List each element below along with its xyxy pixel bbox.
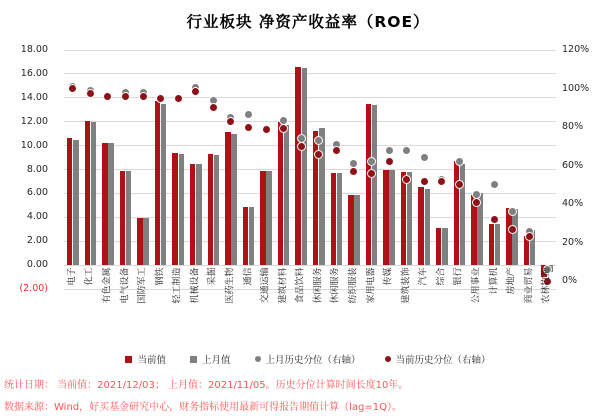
category-label: 商业贸易 xyxy=(524,267,535,304)
legend-label: 当前历史分位（右轴） xyxy=(395,355,491,366)
dot-previous-percentile xyxy=(385,146,394,155)
bar-previous xyxy=(460,164,466,266)
category-label: 钢铁 xyxy=(155,267,166,286)
bar-current xyxy=(401,172,407,265)
left-axis-tick: 12.00 xyxy=(20,115,48,127)
footnote-stat-dates: 统计日期： 当前值：2021/12/03； 上月值：2021/11/05。历史分位计算时间长度10年。 xyxy=(4,380,409,391)
category-label: 房地产 xyxy=(506,267,517,295)
left-axis-tick: 4.00 xyxy=(26,211,48,223)
dot-current-percentile xyxy=(156,94,165,103)
dot-current-percentile xyxy=(86,89,95,98)
gridline xyxy=(64,97,556,98)
bar-current xyxy=(331,173,337,265)
bar-previous xyxy=(389,170,395,266)
bar-current xyxy=(137,218,143,265)
bar-current xyxy=(278,122,284,265)
category-label: 建筑装饰 xyxy=(401,267,412,304)
category-label: 计算机 xyxy=(489,267,499,295)
category-label: 汽车 xyxy=(418,267,429,286)
bar-current xyxy=(506,208,512,265)
dot-previous-percentile xyxy=(490,180,499,189)
legend-square-marker xyxy=(190,356,197,363)
legend-square-marker xyxy=(125,356,132,363)
bar-previous xyxy=(179,154,185,265)
bar-current xyxy=(489,224,495,265)
bar-previous xyxy=(495,224,501,265)
dot-previous-percentile xyxy=(244,110,253,119)
bar-current xyxy=(102,143,108,265)
left-axis-tick: 6.00 xyxy=(26,187,48,199)
gridline xyxy=(64,169,556,170)
bar-previous xyxy=(161,104,167,265)
bar-previous xyxy=(196,164,202,266)
bar-current xyxy=(366,104,372,265)
bar-previous xyxy=(143,218,149,265)
bar-previous xyxy=(302,68,308,265)
bar-current xyxy=(225,132,231,265)
legend-dot-marker xyxy=(255,356,261,362)
category-label: 轻工制造 xyxy=(172,267,183,304)
category-label: 综合 xyxy=(436,267,447,286)
left-axis-tick: (2.00) xyxy=(19,283,48,294)
bar-previous xyxy=(73,140,79,265)
dot-previous-percentile xyxy=(420,153,429,162)
bar-previous xyxy=(319,128,325,265)
bar-current xyxy=(260,171,266,265)
dot-current-percentile xyxy=(209,103,218,112)
category-label: 建筑材料 xyxy=(278,267,289,304)
category-label: 采掘 xyxy=(207,267,218,286)
category-label: 公用事业 xyxy=(471,267,482,304)
dot-current-percentile xyxy=(226,117,235,126)
dot-previous-percentile xyxy=(508,207,517,216)
left-axis-tick: 18.00 xyxy=(20,44,48,55)
bar-current xyxy=(295,67,301,265)
right-axis-tick: 0% xyxy=(562,275,578,287)
dot-current-percentile xyxy=(244,123,253,132)
category-label: 通信 xyxy=(243,267,253,286)
left-axis-tick: 16.00 xyxy=(20,67,48,79)
bar-previous xyxy=(284,125,290,265)
bar-previous xyxy=(249,207,255,266)
gridline xyxy=(64,73,556,74)
dot-current-percentile xyxy=(508,225,517,234)
dot-current-percentile xyxy=(490,215,499,224)
dot-current-percentile xyxy=(332,146,341,155)
bar-current xyxy=(67,138,73,265)
category-label: 国防军工 xyxy=(137,267,148,304)
gridline xyxy=(64,121,556,122)
dot-previous-percentile xyxy=(402,146,411,155)
bar-previous xyxy=(442,228,448,265)
category-label: 医药生物 xyxy=(225,267,236,304)
bar-previous xyxy=(337,173,343,265)
bar-current xyxy=(383,170,389,266)
bar-previous xyxy=(266,171,272,265)
dot-current-percentile xyxy=(174,94,183,103)
category-label: 交通运输 xyxy=(260,267,271,304)
left-axis-tick: 0.00 xyxy=(26,259,48,271)
category-label: 化工 xyxy=(84,267,95,286)
bar-previous xyxy=(512,209,518,265)
bar-current xyxy=(436,228,442,265)
bar-current xyxy=(85,121,91,266)
dot-current-percentile xyxy=(121,92,130,101)
legend-label: 上月历史分位（右轴） xyxy=(265,355,361,366)
bar-current xyxy=(418,187,424,265)
category-label: 家用电器 xyxy=(366,267,376,304)
bar-current xyxy=(120,171,126,265)
dot-current-percentile xyxy=(68,84,77,93)
right-axis-tick: 80% xyxy=(562,121,584,133)
right-axis-tick: 120% xyxy=(562,44,590,55)
category-label: 农林牧渔 xyxy=(541,267,552,304)
bar-previous xyxy=(354,195,360,266)
bar-previous xyxy=(214,155,220,265)
footnote-data-source: 数据来源：Wind，好买基金研究中心，财务指标使用最新可得报告期值计算（lag=1Q）。 xyxy=(4,402,402,413)
right-axis-tick: 40% xyxy=(562,198,584,210)
chart-legend xyxy=(0,352,616,366)
right-axis-tick: 60% xyxy=(562,159,584,171)
category-label: 有色金属 xyxy=(102,267,113,304)
dot-current-percentile xyxy=(262,125,271,134)
dot-current-percentile xyxy=(279,124,288,133)
category-label: 食品饮料 xyxy=(295,267,306,304)
legend-label: 上月值 xyxy=(201,355,231,366)
bar-current xyxy=(172,153,178,265)
category-label: 纺织服装 xyxy=(348,267,359,304)
legend-item xyxy=(125,352,166,366)
category-label: 休闲服务 xyxy=(330,267,341,304)
legend-label: 当前值 xyxy=(137,355,166,366)
category-label: 传媒 xyxy=(383,267,394,286)
gridline xyxy=(64,145,556,146)
bar-previous xyxy=(407,172,413,265)
bar-current xyxy=(208,154,214,265)
bar-previous xyxy=(126,171,132,265)
legend-item xyxy=(255,352,361,366)
dot-current-percentile xyxy=(420,177,429,186)
category-label: 机械设备 xyxy=(190,267,201,304)
category-label: 电子 xyxy=(67,267,78,286)
bar-previous xyxy=(425,189,431,265)
dot-current-percentile xyxy=(191,87,200,96)
left-axis-tick: 8.00 xyxy=(26,163,48,175)
dot-current-percentile xyxy=(139,92,148,101)
bar-previous xyxy=(231,134,237,265)
bar-current xyxy=(190,164,196,266)
legend-item xyxy=(385,352,491,366)
dot-current-percentile xyxy=(349,167,358,176)
dot-current-percentile xyxy=(314,150,323,159)
left-axis-tick: 2.00 xyxy=(26,235,48,247)
right-axis-tick: 20% xyxy=(562,236,584,248)
dot-current-percentile xyxy=(103,92,112,101)
dot-current-percentile xyxy=(367,169,376,178)
category-label: 银行 xyxy=(453,267,464,286)
legend-dot-marker xyxy=(385,356,391,362)
dot-current-percentile xyxy=(297,142,306,151)
chart-title: 行业板块 净资产收益率（ROE） xyxy=(186,13,430,31)
left-axis-tick: 14.00 xyxy=(20,91,48,103)
category-label: 电气设备 xyxy=(120,267,130,304)
right-axis-tick: 100% xyxy=(562,82,590,94)
category-label: 休闲服务 xyxy=(313,267,324,304)
bar-current xyxy=(454,161,460,265)
dot-current-percentile xyxy=(385,157,394,166)
bar-previous xyxy=(372,105,378,265)
dot-current-percentile xyxy=(437,177,446,186)
dot-current-percentile xyxy=(402,175,411,184)
gridline xyxy=(64,50,556,51)
left-axis-tick: 10.00 xyxy=(20,139,48,151)
bar-current xyxy=(348,195,354,266)
bar-previous xyxy=(108,143,114,265)
bar-previous xyxy=(91,122,97,265)
legend-item xyxy=(190,352,231,366)
bar-current xyxy=(243,207,249,266)
bar-current xyxy=(155,101,161,265)
